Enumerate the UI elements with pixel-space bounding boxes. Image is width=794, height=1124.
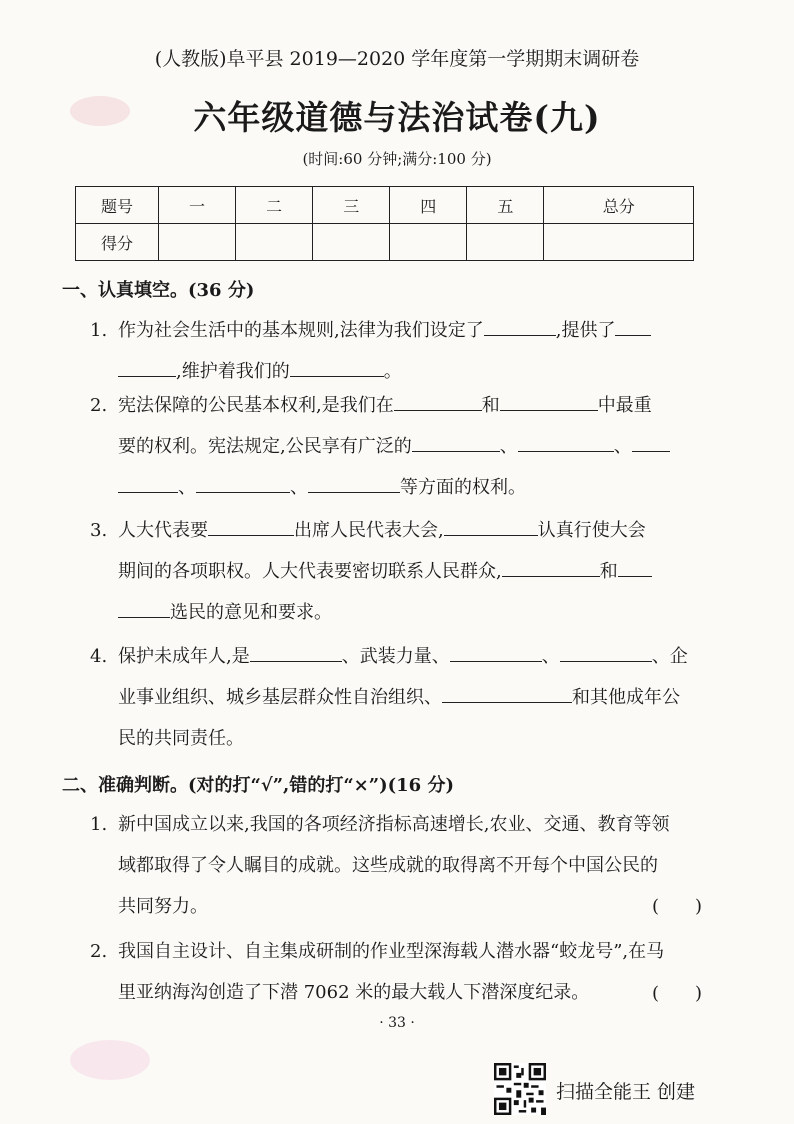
section1-heading: 一、认真填空。(36 分) (62, 280, 255, 301)
question-text: 、武装力量、 (341, 646, 450, 667)
answer-blank[interactable] (118, 597, 170, 618)
answer-blank[interactable] (208, 515, 294, 536)
col-header: 三 (313, 187, 390, 224)
question-text: 。 (383, 361, 402, 382)
col-header: 四 (390, 187, 467, 224)
col-header: 总分 (544, 187, 694, 224)
question-text: 域都取得了令人瞩目的成就。这些成就的取得离不开每个中国公民的 (118, 855, 658, 876)
stain (70, 1040, 150, 1080)
exam-subtitle: (人教版)阜平县 2019—2020 学年度第一学期期末调研卷 (154, 48, 640, 70)
score-cell[interactable] (313, 224, 390, 261)
answer-blank[interactable] (412, 431, 500, 452)
s2-question-1 (90, 804, 710, 927)
question-text: 里亚纳海沟创造了下潜 7062 米的最大载人下潜深度纪录。 (118, 982, 590, 1003)
score-cell[interactable] (159, 224, 236, 261)
score-table-score-row (76, 224, 694, 261)
score-cell[interactable] (467, 224, 544, 261)
question-text: 、 (541, 646, 560, 667)
question-text: 业事业组织、城乡基层群众性自治组织、 (118, 687, 442, 708)
question-text: 等方面的权利。 (400, 477, 526, 498)
answer-blank[interactable] (308, 472, 400, 493)
question-text: 和 (599, 561, 618, 582)
col-header: 一 (159, 187, 236, 224)
time-info: (时间:60 分钟;满分:100 分) (302, 150, 492, 168)
question-text: 和其他成年公 (572, 687, 680, 708)
score-cell[interactable] (236, 224, 313, 261)
answer-blank[interactable] (290, 356, 384, 377)
question-text: 共同努力。 (118, 896, 208, 917)
score-cell[interactable] (544, 224, 694, 261)
col-header: 二 (236, 187, 313, 224)
answer-blank[interactable] (196, 472, 290, 493)
question-text: 作为社会生活中的基本规则,法律为我们设定了 (118, 320, 484, 341)
s1-question-1 (90, 310, 710, 392)
answer-blank[interactable] (250, 641, 342, 662)
s1-question-4 (90, 636, 710, 759)
answer-blank[interactable] (632, 431, 670, 452)
question-text: 期间的各项职权。人大代表要密切联系人民群众, (118, 561, 502, 582)
question-number: 4. (90, 646, 108, 667)
question-text: 、 (499, 436, 518, 457)
question-text: 要的权利。宪法规定,公民享有广泛的 (118, 436, 412, 457)
score-table-header-row (76, 187, 694, 224)
question-text: 、企 (651, 646, 688, 667)
answer-blank[interactable] (560, 641, 652, 662)
question-text: 宪法保障的公民基本权利,是我们在 (118, 395, 394, 416)
question-text: ,维护着我们的 (176, 361, 290, 382)
question-number: 3. (90, 520, 108, 541)
answer-blank[interactable] (118, 472, 178, 493)
question-text: 中最重 (597, 395, 652, 416)
question-text: 民的共同责任。 (118, 728, 244, 749)
question-text: 、 (613, 436, 632, 457)
row-label-question: 题号 (76, 187, 159, 224)
col-header: 五 (467, 187, 544, 224)
answer-blank[interactable] (615, 315, 651, 336)
answer-blank[interactable] (484, 315, 556, 336)
question-text: 、 (290, 477, 308, 498)
question-number: 1. (90, 320, 108, 341)
s1-question-2 (90, 385, 710, 508)
answer-parentheses[interactable]: ( ) (652, 896, 703, 917)
score-table (75, 186, 694, 261)
question-text: 人大代表要 (118, 520, 208, 541)
answer-blank[interactable] (444, 515, 538, 536)
answer-blank[interactable] (118, 356, 176, 377)
section2-heading: 二、准确判断。(对的打“√”,错的打“×”)(16 分) (62, 775, 454, 796)
question-number: 1. (90, 814, 108, 835)
question-text: 认真行使大会 (537, 520, 646, 541)
question-number: 2. (90, 941, 108, 962)
answer-blank[interactable] (442, 682, 572, 703)
question-text: 、 (178, 477, 196, 498)
answer-blank[interactable] (618, 556, 652, 577)
question-number: 2. (90, 395, 108, 416)
question-text: 我国自主设计、自主集成研制的作业型深海载人潜水器“蛟龙号”,在马 (118, 941, 665, 962)
question-text: 保护未成年人,是 (118, 646, 250, 667)
s1-question-3 (90, 510, 710, 633)
answer-blank[interactable] (450, 641, 542, 662)
exam-title: 六年级道德与法治试卷(九) (193, 98, 601, 137)
question-text: 出席人民代表大会, (294, 520, 444, 541)
answer-blank[interactable] (500, 390, 598, 411)
qr-code-icon (494, 1063, 546, 1115)
score-cell[interactable] (390, 224, 467, 261)
answer-blank[interactable] (502, 556, 600, 577)
question-text: ,提供了 (555, 320, 616, 341)
row-label-score: 得分 (76, 224, 159, 261)
answer-parentheses[interactable]: ( ) (652, 983, 703, 1004)
question-text: 选民的意见和要求。 (170, 602, 332, 623)
question-text: 和 (481, 395, 500, 416)
answer-blank[interactable] (394, 390, 482, 411)
page-number: · 33 · (379, 1015, 415, 1031)
scanner-watermark-text: 扫描全能王 创建 (556, 1081, 696, 1103)
answer-blank[interactable] (518, 431, 614, 452)
question-text: 新中国成立以来,我国的各项经济指标高速增长,农业、交通、教育等领 (118, 814, 670, 835)
s2-question-2 (90, 931, 710, 1013)
